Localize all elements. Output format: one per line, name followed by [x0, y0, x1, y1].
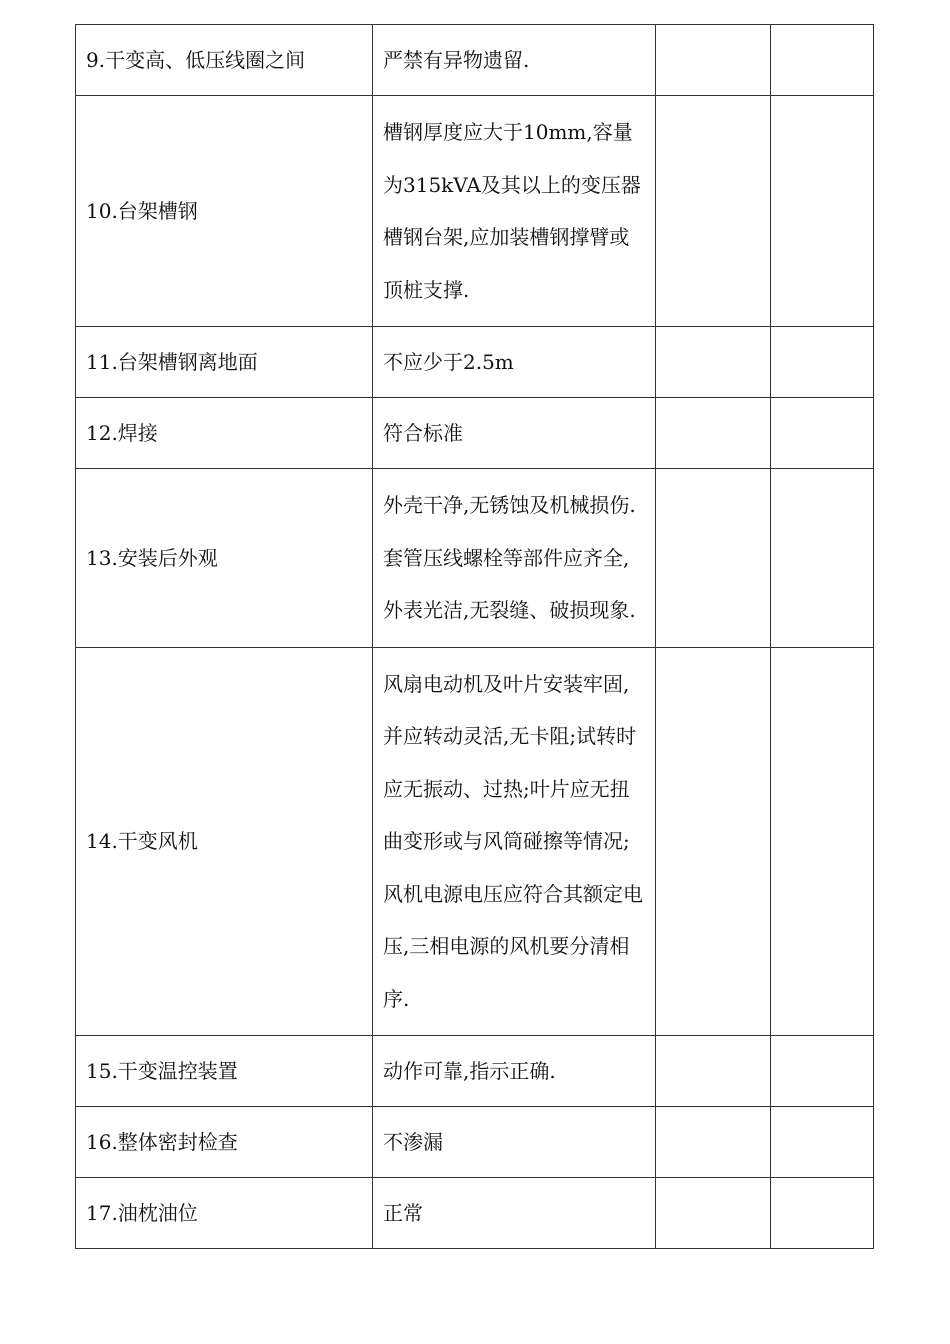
item-cell: 9.干变高、低压线圈之间 [76, 25, 373, 96]
requirement-cell: 不应少于2.5m [373, 327, 656, 398]
note-cell [771, 469, 874, 648]
check-cell [656, 1107, 771, 1178]
requirement-cell: 风扇电动机及叶片安装牢固,并应转动灵活,无卡阻;试转时应无振动、过热;叶片应无扭曲变形或与风筒碰擦等情况;风机电源电压应符合其额定电压,三相电源的风机要分清相序. [373, 647, 656, 1036]
note-cell [771, 1036, 874, 1107]
table-row [76, 469, 874, 648]
note-cell [771, 96, 874, 327]
check-cell [656, 327, 771, 398]
table-row [76, 96, 874, 327]
requirement-cell: 严禁有异物遗留. [373, 25, 656, 96]
check-cell [656, 398, 771, 469]
table-row [76, 1036, 874, 1107]
note-cell [771, 25, 874, 96]
note-cell [771, 1178, 874, 1249]
table-row [76, 25, 874, 96]
requirement-cell: 符合标准 [373, 398, 656, 469]
note-cell [771, 327, 874, 398]
item-cell: 13.安装后外观 [76, 469, 373, 648]
check-cell [656, 469, 771, 648]
check-cell [656, 1178, 771, 1249]
note-cell [771, 647, 874, 1036]
item-cell: 17.油枕油位 [76, 1178, 373, 1249]
requirement-cell: 槽钢厚度应大于10mm,容量为315kVA及其以上的变压器槽钢台架,应加装槽钢撑臂或顶桩支撑. [373, 96, 656, 327]
check-cell [656, 96, 771, 327]
table-row [76, 327, 874, 398]
item-cell: 11.台架槽钢离地面 [76, 327, 373, 398]
requirement-cell: 不渗漏 [373, 1107, 656, 1178]
table-row [76, 1178, 874, 1249]
item-cell: 14.干变风机 [76, 647, 373, 1036]
table-row [76, 398, 874, 469]
note-cell [771, 398, 874, 469]
item-cell: 15.干变温控装置 [76, 1036, 373, 1107]
requirement-cell: 正常 [373, 1178, 656, 1249]
table-row [76, 647, 874, 1036]
item-cell: 12.焊接 [76, 398, 373, 469]
requirement-cell: 动作可靠,指示正确. [373, 1036, 656, 1107]
check-cell [656, 647, 771, 1036]
check-cell [656, 25, 771, 96]
inspection-table [75, 24, 874, 1249]
check-cell [656, 1036, 771, 1107]
requirement-cell: 外壳干净,无锈蚀及机械损伤.套管压线螺栓等部件应齐全,外表光洁,无裂缝、破损现象. [373, 469, 656, 648]
note-cell [771, 1107, 874, 1178]
item-cell: 10.台架槽钢 [76, 96, 373, 327]
item-cell: 16.整体密封检查 [76, 1107, 373, 1178]
table-row [76, 1107, 874, 1178]
